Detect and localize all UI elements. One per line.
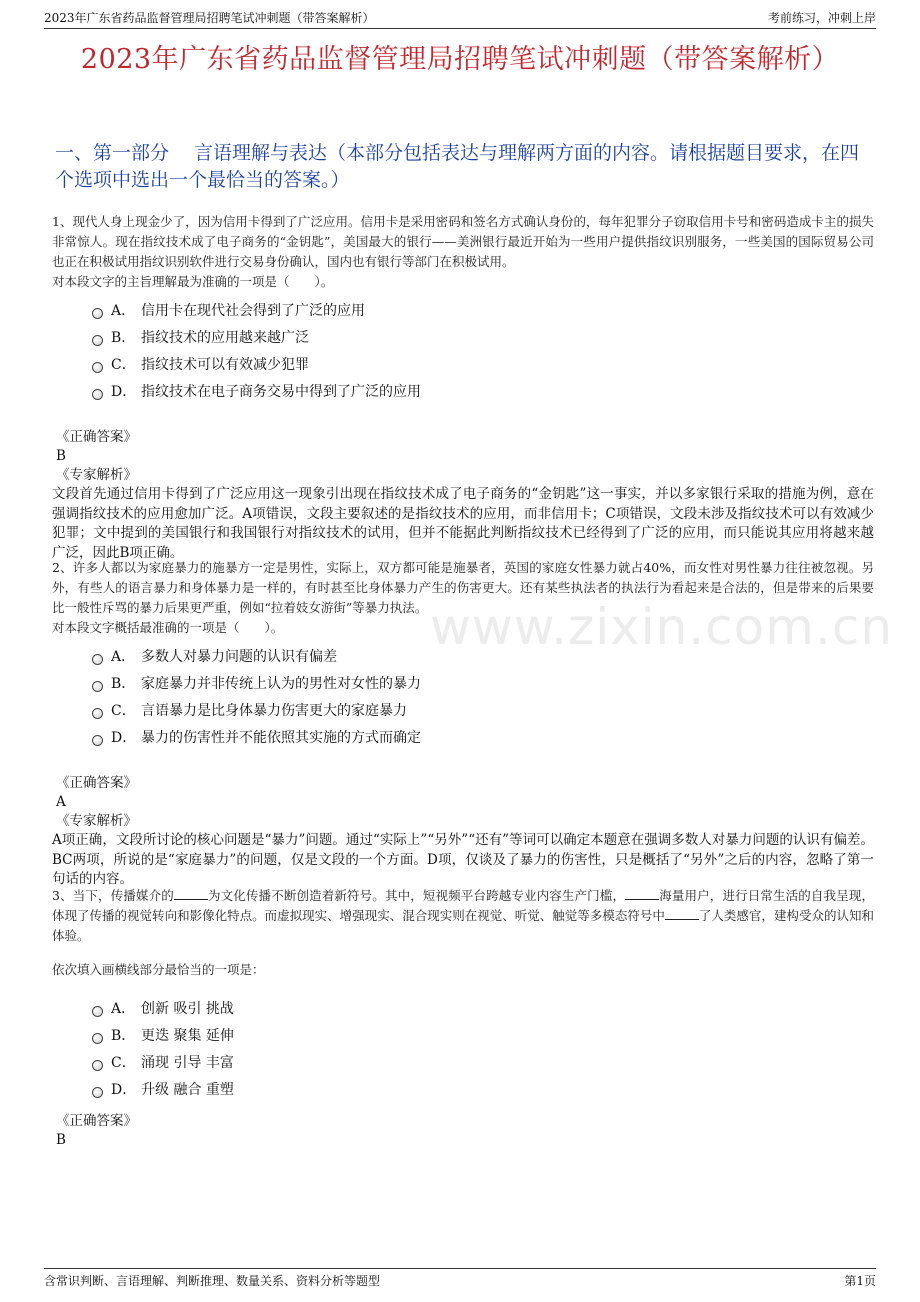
question-3-text-part-1: 3、当下，传播媒介的 <box>52 888 174 903</box>
watermark: www.zixin.com.cn <box>430 598 894 656</box>
question-1-text: 1、现代人身上现金少了，因为信用卡得到了广泛应用。信用卡是采用密码和签名方式确认身份的，每年犯罪分子窃取信用卡号和密码造成卡主的损失非常惊人。现在指纹技术成了电子商务的“金钥匙”，美国最大的银行——美洲银行最近开始为一些用户提供指纹识别服务，一些美国的国际贸易公司也正在积极试用指纹识别软件进行交易身份确认，国内也有银行等部门在积极试用。 <box>52 214 874 269</box>
option-letter: C． <box>111 357 136 373</box>
option-a[interactable] <box>92 644 874 671</box>
radio-button-icon[interactable] <box>92 735 103 746</box>
question-stem <box>52 558 874 638</box>
option-c[interactable] <box>92 698 874 725</box>
option-text: 多数人对暴力问题的认识有偏差 <box>141 649 337 665</box>
option-letter: B． <box>111 1028 136 1044</box>
option-text: 信用卡在现代社会得到了广泛的应用 <box>141 303 365 319</box>
option-b[interactable] <box>92 325 874 352</box>
question-1-ask: 对本段文字的主旨理解最为准确的一项是（ ）。 <box>52 274 334 289</box>
option-text: 指纹技术在电子商务交易中得到了广泛的应用 <box>141 384 421 400</box>
question-3-text-part-4: 了人类感官，建构受众的认知和体验。 <box>52 908 874 943</box>
option-letter: A． <box>111 1001 136 1017</box>
option-letter: D． <box>111 384 137 400</box>
option-text: 指纹技术的应用越来越广泛 <box>141 330 309 346</box>
question-3 <box>52 886 874 1150</box>
header-left-text: 2023年广东省药品监督管理局招聘笔试冲刺题（带答案解析） <box>44 11 375 25</box>
radio-button-icon[interactable] <box>92 308 103 319</box>
section-heading: 一、第一部分 言语理解与表达（本部分包括表达与理解两方面的内容。请根据题目要求，在四个选项中选出一个最恰当的答案。） <box>55 142 860 191</box>
answer-value: B <box>56 448 66 464</box>
question-stem <box>52 886 874 980</box>
options-list <box>52 298 874 406</box>
page-title: 2023年广东省药品监督管理局招聘笔试冲刺题（带答案解析） <box>80 44 840 75</box>
question-stem <box>52 212 874 292</box>
radio-button-icon[interactable] <box>92 362 103 373</box>
answer-label: 《正确答案》 <box>56 775 137 791</box>
analysis-label: 《专家解析》 <box>56 813 137 829</box>
header-right-text: 考前练习，冲刺上岸 <box>767 11 876 25</box>
answer-value: A <box>56 794 66 810</box>
option-text: 暴力的伤害性并不能依照其实施的方式而确定 <box>141 730 421 746</box>
running-header <box>44 10 876 29</box>
answer-block <box>52 428 874 485</box>
option-letter: C． <box>111 703 136 719</box>
answer-block <box>52 774 874 831</box>
option-letter: B． <box>111 330 136 346</box>
option-letter: B． <box>111 676 136 692</box>
option-text: 升级 融合 重塑 <box>141 1082 234 1098</box>
fill-blank <box>665 907 699 920</box>
running-footer <box>44 1268 876 1291</box>
radio-button-icon[interactable] <box>92 1006 103 1017</box>
radio-button-icon[interactable] <box>92 1060 103 1071</box>
option-a[interactable] <box>92 298 874 325</box>
option-a[interactable] <box>92 996 874 1023</box>
option-d[interactable] <box>92 725 874 752</box>
radio-button-icon[interactable] <box>92 654 103 665</box>
option-c[interactable] <box>92 352 874 379</box>
option-letter: D． <box>111 730 137 746</box>
option-c[interactable] <box>92 1050 874 1077</box>
question-3-text-part-3: 海量用户，进行日常生活的自我呈现，体现了传播的视觉转向和影像化特点。而虚拟现实、增强现实、混合现实则在视觉、听觉、触觉等多模态符号中 <box>52 888 874 923</box>
question-2-text: 2、许多人都以为家庭暴力的施暴方一定是男性，实际上，双方都可能是施暴者，英国的家庭女性暴力就占40%，而女性对男性暴力往往被忽视。另外，有些人的语言暴力和身体暴力是一样的，有时甚至比身体暴力产生的伤害更大。还有某些执法者的执法行为看起来是合法的，但是带来的后果要比一般性斥骂的暴力后果更严重，例如“拉着妓女游街”等暴力执法。 <box>52 560 874 615</box>
footer-left-text: 含常识判断、言语理解、判断推理、数量关系、资料分析等题型 <box>44 1274 381 1288</box>
options-list <box>52 996 874 1104</box>
option-letter: A． <box>111 303 136 319</box>
radio-button-icon[interactable] <box>92 1087 103 1098</box>
option-d[interactable] <box>92 379 874 406</box>
question-2-ask: 对本段文字概括最准确的一项是（ ）。 <box>52 620 284 635</box>
option-letter: A． <box>111 649 136 665</box>
question-3-ask: 依次填入画横线部分最恰当的一项是： <box>52 962 265 977</box>
option-letter: C． <box>111 1055 136 1071</box>
radio-button-icon[interactable] <box>92 681 103 692</box>
option-text: 言语暴力是比身体暴力伤害更大的家庭暴力 <box>141 703 407 719</box>
answer-label: 《正确答案》 <box>56 429 137 445</box>
option-text: 家庭暴力并非传统上认为的男性对女性的暴力 <box>141 676 421 692</box>
answer-label: 《正确答案》 <box>56 1113 137 1129</box>
question-3-text-part-2: 为文化传播不断创造着新符号。其中，短视频平台跨越专业内容生产门槛， <box>207 888 626 903</box>
question-1 <box>52 212 874 563</box>
answer-block <box>52 1112 874 1150</box>
radio-button-icon[interactable] <box>92 389 103 400</box>
radio-button-icon[interactable] <box>92 335 103 346</box>
option-text: 创新 吸引 挑战 <box>141 1001 234 1017</box>
fill-blank <box>625 887 659 900</box>
radio-button-icon[interactable] <box>92 1033 103 1044</box>
radio-button-icon[interactable] <box>92 708 103 719</box>
option-text: 更迭 聚集 延伸 <box>141 1028 234 1044</box>
question-2 <box>52 558 874 890</box>
analysis-label: 《专家解析》 <box>56 467 137 483</box>
answer-value: B <box>56 1132 66 1148</box>
fill-blank <box>174 887 208 900</box>
option-d[interactable] <box>92 1077 874 1104</box>
option-b[interactable] <box>92 671 874 698</box>
option-letter: D． <box>111 1082 137 1098</box>
page-number: 第1页 <box>844 1274 876 1288</box>
option-text: 指纹技术可以有效减少犯罪 <box>141 357 309 373</box>
analysis-text: 文段首先通过信用卡得到了广泛应用这一现象引出现在指纹技术成了电子商务的“金钥匙”这一事实，并以多家银行采取的措施为例，意在强调指纹技术的应用愈加广泛。A项错误，文段主要叙述的是指纹技术的应用，而非信用卡；C项错误，文段未涉及指纹技术可以有效减少犯罪；文中提到的美国银行和我国银行对指纹技术的试用，但并不能据此判断指纹技术已经得到了广泛的应用，而只能说其应用将越来越广泛，因此B项正确。 <box>52 486 874 561</box>
option-text: 涌现 引导 丰富 <box>141 1055 234 1071</box>
analysis-text: A项正确，文段所讨论的核心问题是“暴力”问题。通过“实际上”“另外”“还有”等词可以确定本题意在强调多数人对暴力问题的认识有偏差。BC两项，所说的是“家庭暴力”的问题，仅是文段的一个方面。D项，仅谈及了暴力的伤害性，只是概括了“另外”之后的内容，忽略了第一句话的内容。 <box>52 832 874 887</box>
options-list <box>52 644 874 752</box>
option-b[interactable] <box>92 1023 874 1050</box>
